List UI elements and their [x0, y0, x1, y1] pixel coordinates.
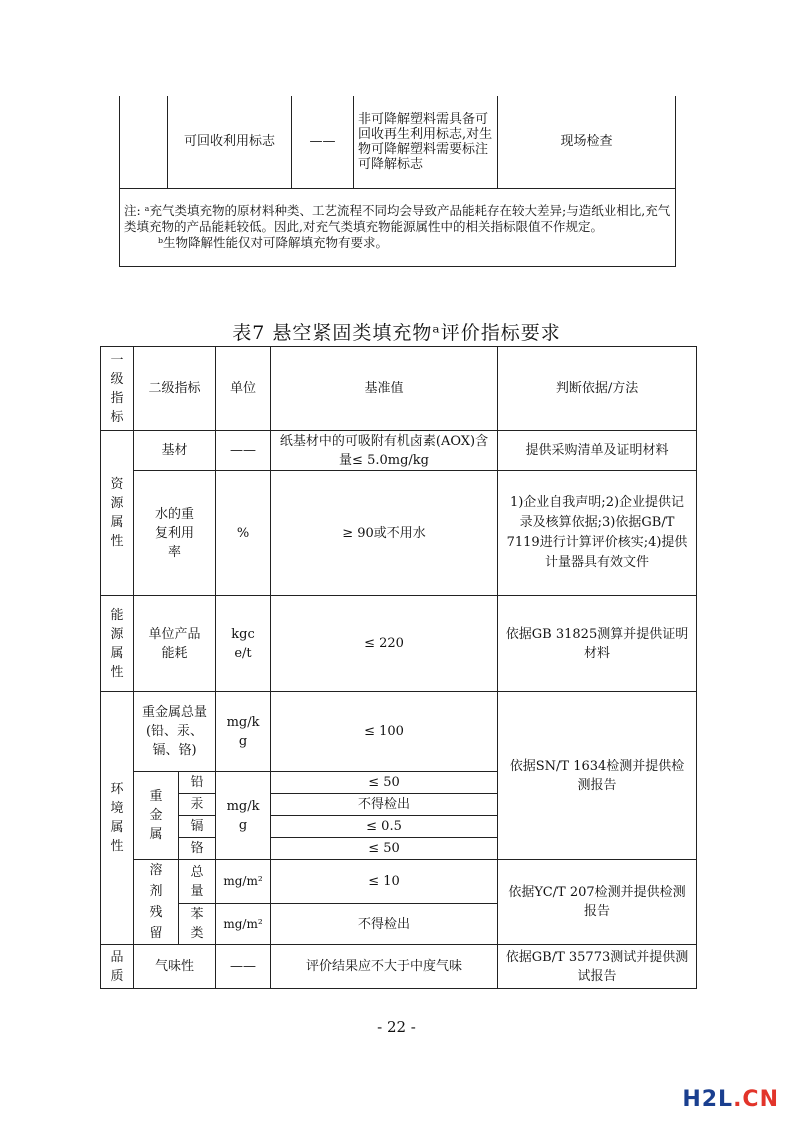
header-level1: 一级指标	[101, 347, 134, 431]
mercury-value: 不得检出	[271, 794, 498, 816]
solvent-benzene-name: 苯类	[179, 904, 216, 945]
lead-name: 铅	[179, 772, 216, 794]
resource-r1-unit: ——	[216, 431, 271, 471]
resource-label: 资源属性	[101, 431, 134, 596]
resource-r2-value: ≥ 90或不用水	[271, 471, 498, 596]
resource-r1-method: 提供采购清单及证明材料	[498, 431, 697, 471]
env-solvent-method: 依据YC/T 207检测并提供检测报告	[498, 860, 697, 945]
watermark-suffix: .CN	[733, 1087, 779, 1112]
quality-r1-value: 评价结果应不大于中度气味	[271, 945, 498, 989]
top-blank-cell	[120, 96, 168, 188]
chromium-name: 铬	[179, 838, 216, 860]
page-number: - 22 -	[377, 1018, 416, 1036]
header-level2: 二级指标	[134, 347, 216, 431]
env-total-name: 重金属总量(铅、汞、镉、铬)	[134, 692, 216, 772]
quality-r1-name: 气味性	[134, 945, 216, 989]
table7	[100, 346, 697, 989]
solvent-label: 溶剂残留	[134, 860, 179, 945]
top-row-unit: ——	[292, 96, 354, 188]
header-method: 判断依据/方法	[498, 347, 697, 431]
note-a: 注: ᵃ充气类填充物的原材料种类、工艺流程不同均会导致产品能耗存在较大差异;与造纸业相比,充气类填充物的产品能耗较低。因此,对充气类填充物能源属性中的相关指标限值不作规定。	[124, 203, 671, 234]
top-continuation-table	[119, 96, 676, 267]
energy-r1-value: ≤ 220	[271, 596, 498, 692]
top-row-label: 可回收利用标志	[168, 96, 292, 188]
solvent-benzene-value: 不得检出	[271, 904, 498, 945]
cadmium-value: ≤ 0.5	[271, 816, 498, 838]
resource-r2-method: 1)企业自我声明;2)企业提供记录及核算依据;3)依据GB/T 7119进行计算评价核实;4)提供计量器具有效文件	[498, 471, 697, 596]
energy-r1-method: 依据GB 31825测算并提供证明材料	[498, 596, 697, 692]
env-total-value: ≤ 100	[271, 692, 498, 772]
resource-r1-name: 基材	[134, 431, 216, 471]
table-note	[120, 188, 676, 266]
energy-r1-name: 单位产品能耗	[134, 596, 216, 692]
heavy-unit: mg/kg	[216, 772, 271, 860]
heavy-metal-label: 重金属	[134, 772, 179, 860]
quality-r1-method: 依据GB/T 35773测试并提供测试报告	[498, 945, 697, 989]
quality-r1-unit: ——	[216, 945, 271, 989]
quality-label: 品质	[101, 945, 134, 989]
resource-r2-name: 水的重复利用率	[134, 471, 216, 596]
energy-label: 能源属性	[101, 596, 134, 692]
top-row-criteria: 非可降解塑料需具备可回收再生利用标志,对生物可降解塑料需要标注可降解标志	[354, 96, 498, 188]
watermark-logo	[682, 1087, 779, 1112]
table7-title: 表7 悬空紧固类填充物ᵃ评价指标要求	[232, 322, 561, 344]
env-total-unit: mg/kg	[216, 692, 271, 772]
solvent-total-unit: mg/m²	[216, 860, 271, 904]
cadmium-name: 镉	[179, 816, 216, 838]
note-b: ᵇ生物降解性能仅对可降解填充物有要求。	[158, 235, 388, 250]
header-baseline: 基准值	[271, 347, 498, 431]
header-unit: 单位	[216, 347, 271, 431]
resource-r2-unit: %	[216, 471, 271, 596]
top-row-method: 现场检查	[498, 96, 676, 188]
env-label: 环境属性	[101, 692, 134, 945]
env-heavy-method: 依据SN/T 1634检测并提供检测报告	[498, 692, 697, 860]
lead-value: ≤ 50	[271, 772, 498, 794]
solvent-total-value: ≤ 10	[271, 860, 498, 904]
chromium-value: ≤ 50	[271, 838, 498, 860]
solvent-benzene-unit: mg/m²	[216, 904, 271, 945]
watermark-brand: H2L	[682, 1087, 734, 1112]
resource-r1-value: 纸基材中的可吸附有机卤素(AOX)含量≤ 5.0mg/kg	[271, 431, 498, 471]
energy-r1-unit: kgce/t	[216, 596, 271, 692]
mercury-name: 汞	[179, 794, 216, 816]
solvent-total-name: 总量	[179, 860, 216, 904]
